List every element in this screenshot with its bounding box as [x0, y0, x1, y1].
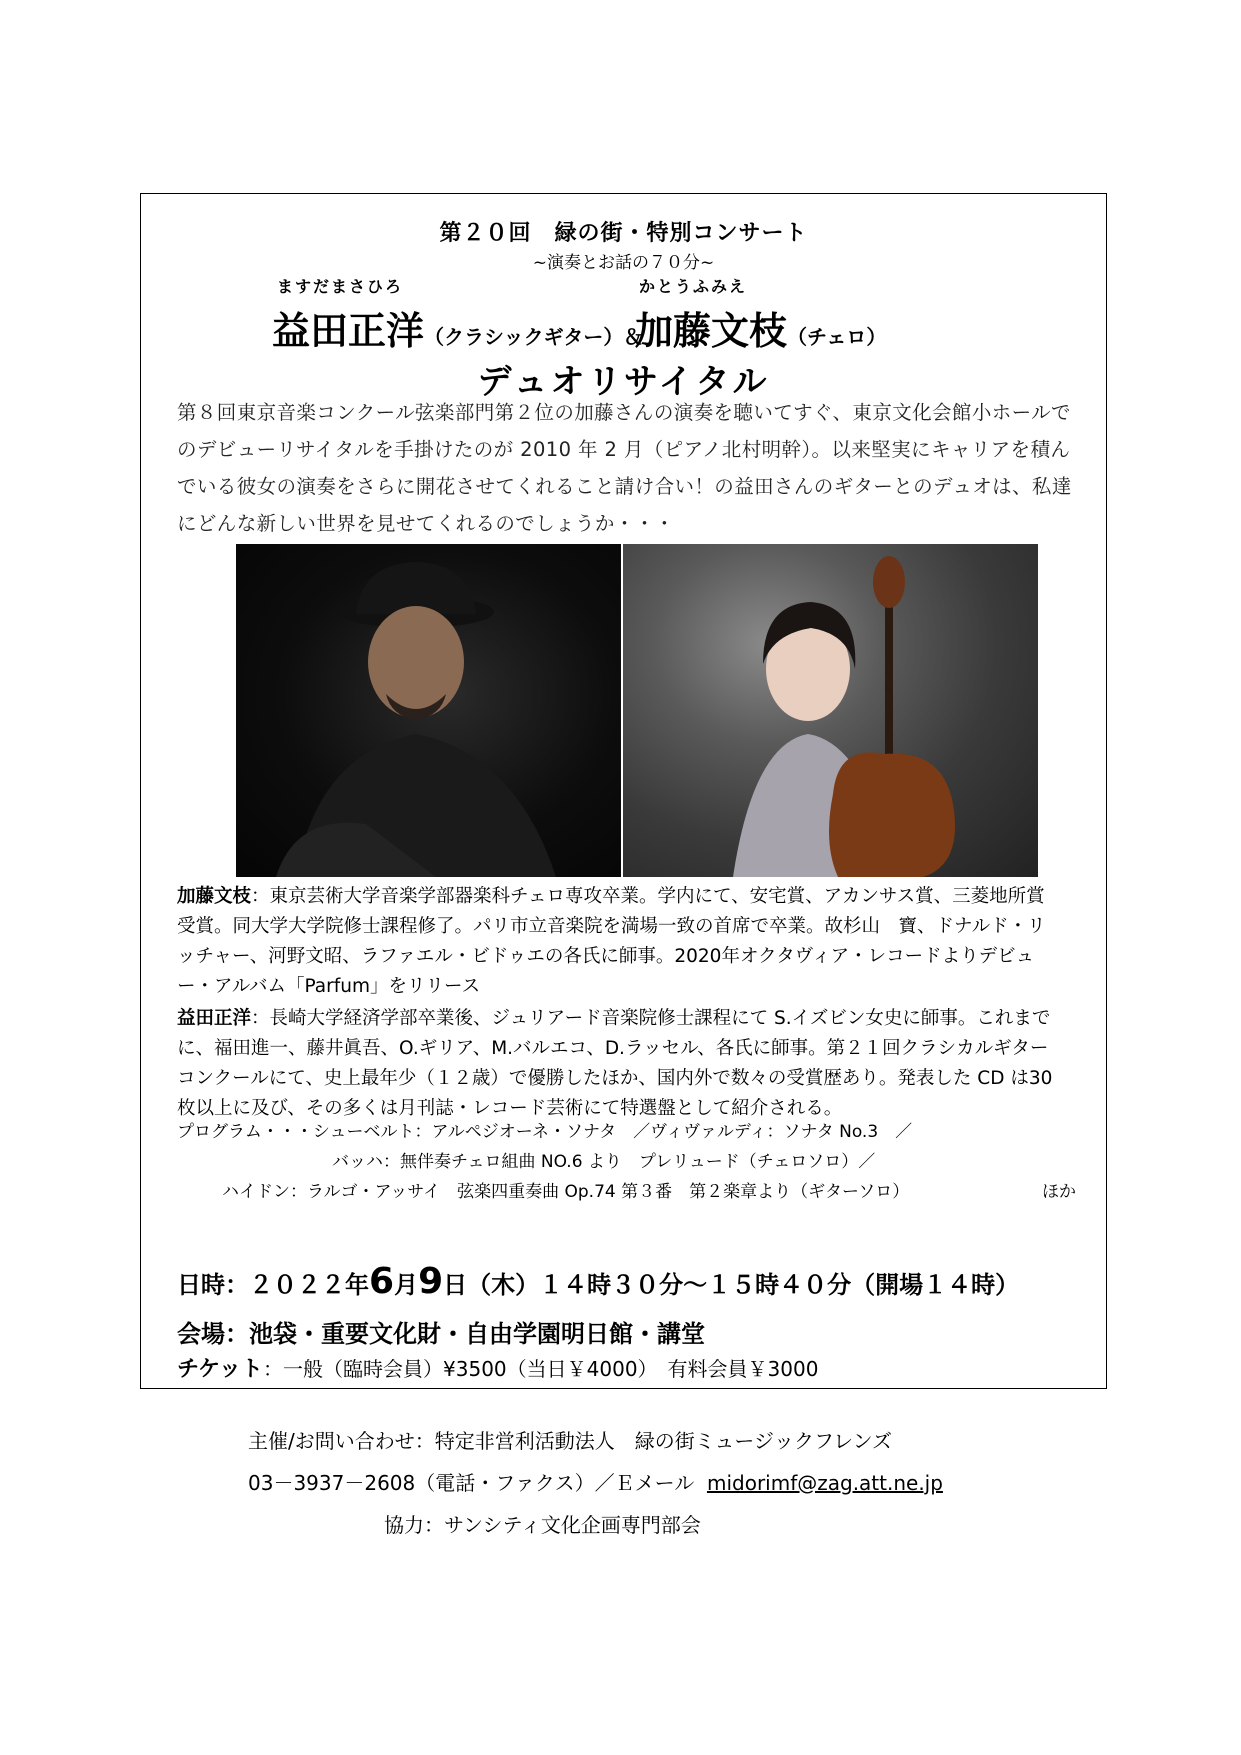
- footer-organizer: 主催/お問い合わせ：特定非営利活動法人 緑の街ミュージックフレンズ: [248, 1429, 893, 1453]
- performer2-ruby: かとうふみえ: [639, 277, 748, 296]
- footer-contact: [248, 1467, 943, 1496]
- footer-contact-text: 03－3937－2608（電話・ファクス）／Ｅメール: [248, 1471, 695, 1495]
- footer-cooperation: 協力：サンシティ文化企画専門部会: [384, 1513, 701, 1537]
- date-year: ２０２２年: [249, 1271, 369, 1299]
- concert-subtitle: ~演奏とお話の７０分~: [532, 253, 715, 273]
- date-month-unit: 月: [394, 1271, 419, 1299]
- guitarist-photo: [236, 544, 621, 877]
- event-venue: 会場：池袋・重要文化財・自由学園明日館・講堂: [177, 1320, 705, 1348]
- performer1-name: 益田正洋: [272, 309, 425, 353]
- bio-kato-name: 加藤文枝: [177, 886, 252, 907]
- recital-title: デュオリサイタル: [477, 362, 770, 402]
- email-link[interactable]: midorimf@zag.att.ne.jp: [706, 1471, 943, 1495]
- ticket-text: ：一般（臨時会員）¥3500（当日￥4000） 有料会員￥3000: [263, 1357, 819, 1381]
- guitarist-illustration: [236, 544, 621, 877]
- performer1-role: （クラシックギター）＆: [424, 325, 644, 349]
- event-ticket: [177, 1352, 818, 1383]
- bio-kato: [177, 882, 1058, 1002]
- date-label: 日時：: [177, 1271, 249, 1299]
- event-date: [177, 1261, 1019, 1302]
- cellist-illustration: [623, 544, 1038, 877]
- flyer-frame: [140, 193, 1107, 1389]
- date-month: 6: [369, 1261, 395, 1302]
- performer2-role: （チェロ）: [787, 325, 887, 349]
- cellist-photo: [623, 544, 1038, 877]
- program-list: [177, 1117, 1076, 1207]
- performer1-ruby: ますだまさひろ: [277, 277, 404, 296]
- program-line-3-tail: ほか: [1042, 1182, 1076, 1202]
- date-day: 9: [418, 1261, 444, 1302]
- ticket-label: チケット: [177, 1357, 264, 1382]
- program-line-2: バッハ：無伴奏チェロ組曲 NO.6 より プレリュード（チェロソロ）／: [332, 1152, 876, 1172]
- program-line-1: プログラム・・・シューベルト：アルペジオーネ・ソナタ ／ヴィヴァルディ：ソナタ No.3 ／: [177, 1122, 913, 1142]
- program-line-3-text: ハイドン：ラルゴ・アッサイ 弦楽四重奏曲 Op.74 第３番 第２楽章より（ギターソロ）: [222, 1182, 910, 1202]
- bio-masuda: [177, 1004, 1058, 1124]
- performer1: [272, 300, 643, 355]
- date-time: （木）１４時３０分～１５時４０分（開場１４時）: [467, 1271, 1020, 1299]
- program-line-3: [177, 1177, 1076, 1207]
- performer2: [635, 300, 886, 355]
- bio-kato-text: ：東京芸術大学音楽学部器楽科チェロ専攻卒業。学内にて、安宅賞、アカンサス賞、三菱地所賞受賞。同大学大学院修士課程修了。パリ市立音楽院を満場一致の首席で卒業。故杉山 寶、ドナルド・リッチャー、河野文昭、ラファエル・ビドゥエの各氏に師事。2020年オクタヴィア・レコードよりデビュー・アルバム「Parfum」をリリース: [177, 886, 1046, 997]
- performer2-name: 加藤文枝: [635, 309, 788, 353]
- bio-masuda-name: 益田正洋: [177, 1008, 252, 1029]
- intro-text: 第８回東京音楽コンクール弦楽部門第２位の加藤さんの演奏を聴いてすぐ、東京文化会館小ホールでのデビューリサイタルを手掛けたのが 2010 年 2 月（ピアノ北村明幹）。以来堅実にキャリアを積んでいる彼女の演奏をさらに開花させてくれること請け合い！の益田さんのギターとのデュオは、私達にどんな新しい世界を見せてくれるのでしょうか・・・: [177, 401, 1072, 535]
- concert-title: 第２０回 緑の街・特別コンサート: [439, 221, 808, 246]
- bio-masuda-text: ：長崎大学経済学部卒業後、ジュリアード音楽院修士課程にて S.イズビン女史に師事。これまでに、福田進一、藤井眞吾、O.ギリア、M.バルエコ、D.ラッセル、各氏に師事。第２１回クラシカルギターコンクールにて、史上最年少（１２歳）で優勝したほか、国内外で数々の受賞歴あり。発表した CD は30枚以上に及び、その多くは月刊誌・レコード芸術にて特選盤として紹介される。: [177, 1008, 1053, 1119]
- date-day-unit: 日: [443, 1271, 468, 1299]
